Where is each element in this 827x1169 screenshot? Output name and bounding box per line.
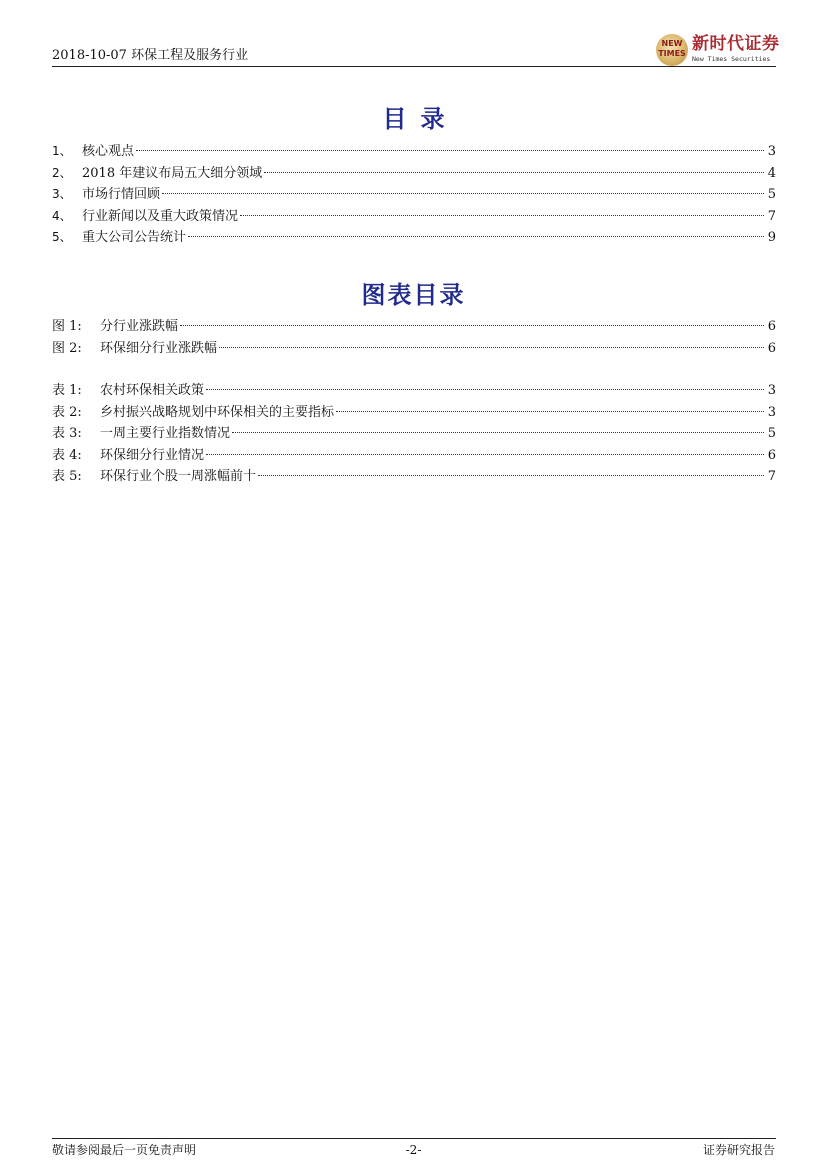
toc-item[interactable]	[52, 206, 776, 228]
toc-item[interactable]	[52, 184, 776, 206]
figure-item-number: 图 2:	[52, 340, 82, 356]
logo-badge-top-text: NEW	[661, 39, 683, 48]
table-item-number: 表 4:	[52, 447, 82, 463]
toc-item-page: 3	[767, 144, 776, 159]
dot-leader	[206, 389, 764, 390]
dot-leader	[258, 475, 764, 476]
footer-divider	[52, 1138, 776, 1139]
table-item-page: 5	[767, 426, 776, 442]
figure-item-label: 环保细分行业涨跌幅	[100, 340, 218, 356]
figure-item[interactable]	[52, 338, 776, 360]
table-item[interactable]	[52, 445, 776, 467]
figure-item-page: 6	[767, 319, 776, 334]
table-item-label: 环保行业个股一周涨幅前十	[100, 469, 257, 485]
toc-item-number: 5、	[52, 230, 72, 245]
chart-list	[52, 316, 776, 359]
table-item[interactable]	[52, 466, 776, 488]
figure-item-number: 图 1:	[52, 319, 82, 334]
toc-item-label: 重大公司公告统计	[82, 230, 187, 246]
logo-badge-bottom-text: TIMES	[658, 49, 686, 58]
toc-item-number: 3、	[52, 187, 72, 202]
dot-leader	[232, 432, 764, 433]
dot-leader	[180, 325, 764, 326]
dot-leader	[240, 215, 764, 216]
table-item-number: 表 3:	[52, 426, 82, 442]
dot-leader	[206, 454, 764, 455]
toc-item-label: 核心观点	[82, 144, 135, 159]
page-number: -2-	[405, 1143, 422, 1157]
table-item-number: 表 1:	[52, 383, 82, 398]
report-date: 2018-10-07	[52, 48, 127, 63]
logo-english-name: New Times Securities	[692, 55, 771, 63]
toc-list	[52, 141, 776, 249]
toc-item[interactable]	[52, 163, 776, 185]
disclaimer-note: 敬请参阅最后一页免责声明	[52, 1143, 197, 1157]
table-item[interactable]	[52, 423, 776, 445]
header-divider	[52, 66, 776, 67]
table-list	[52, 380, 776, 488]
toc-item[interactable]	[52, 141, 776, 163]
toc-item-number: 4、	[52, 208, 72, 223]
table-item-page: 3	[767, 383, 776, 398]
dot-leader	[162, 193, 764, 194]
figure-item-page: 6	[767, 340, 776, 356]
company-logo	[656, 34, 778, 66]
table-item-page: 3	[767, 404, 776, 420]
dot-leader	[336, 411, 764, 412]
toc-item[interactable]	[52, 227, 776, 249]
table-item-label: 乡村振兴战略规划中环保相关的主要指标	[100, 404, 335, 420]
toc-item-page: 7	[767, 208, 776, 224]
logo-chinese-name: 新时代证券	[692, 34, 780, 54]
toc-item-label: 市场行情回顾	[82, 187, 161, 203]
toc-item-label: 2018 年建议布局五大细分领域	[82, 165, 263, 181]
table-item-number: 表 5:	[52, 469, 82, 485]
table-item[interactable]	[52, 402, 776, 424]
report-industry: 环保工程及服务行业	[131, 48, 249, 63]
table-item-label: 环保细分行业情况	[100, 447, 205, 463]
report-header	[52, 48, 248, 64]
toc-item-number: 2、	[52, 165, 72, 180]
dot-leader	[136, 150, 764, 151]
new-times-badge-icon	[656, 34, 688, 66]
table-item-label: 一周主要行业指数情况	[100, 426, 231, 442]
table-item[interactable]	[52, 380, 776, 402]
toc-item-page: 9	[767, 230, 776, 246]
figure-item[interactable]	[52, 316, 776, 338]
toc-item-label: 行业新闻以及重大政策情况	[82, 208, 239, 224]
toc-item-page: 5	[767, 187, 776, 203]
table-item-number: 表 2:	[52, 404, 82, 420]
table-item-label: 农村环保相关政策	[100, 383, 205, 398]
table-item-page: 7	[767, 469, 776, 485]
report-type: 证券研究报告	[702, 1143, 775, 1157]
toc-item-number: 1、	[52, 144, 72, 158]
toc-item-page: 4	[767, 165, 776, 181]
toc-title: 目录	[382, 104, 459, 133]
figure-item-label: 分行业涨跌幅	[100, 319, 179, 334]
dot-leader	[264, 172, 764, 173]
dot-leader	[188, 236, 764, 237]
dot-leader	[219, 347, 764, 348]
table-item-page: 6	[767, 447, 776, 463]
figures-title: 图表目录	[361, 280, 466, 309]
